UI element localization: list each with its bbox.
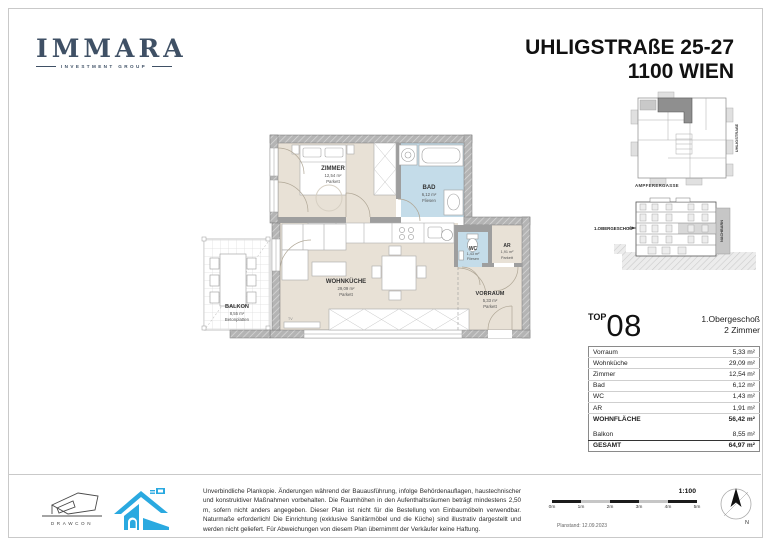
svg-text:1,43 m²: 1,43 m² [466,252,480,256]
page-title [525,36,734,84]
svg-text:6,12 m²: 6,12 m² [421,192,437,197]
svg-text:Parkett: Parkett [339,292,353,297]
label-vorraum: VORRAUM [475,291,505,297]
svg-text:1,91 m²: 1,91 m² [500,250,514,254]
table-row: WC 1,43 m² [589,391,760,402]
table-row: Vorraum 5,33 m² [589,347,760,358]
neighbor-label: NACHBARN [720,220,724,242]
table-row-total: GESAMT 64,97 m² [593,442,755,450]
table-row-balkon: Balkon 8,55 m² [589,429,760,440]
svg-text:5,33 m²: 5,33 m² [482,298,498,303]
floorplan-drawing [196,104,556,356]
unit-floor: 1.Obergeschoß [701,314,760,324]
street-label-bottom: AMPFERERGASSE [635,183,679,188]
footer-divider [9,474,761,475]
dining-table [382,256,416,290]
wardrobe [329,309,469,330]
svg-text:Fliesen: Fliesen [422,198,436,203]
top-label: TOP [588,312,607,322]
sofa [282,224,346,250]
label-balkon: BALKON [225,304,249,310]
site-key-plan [628,90,760,190]
label-wc: WC [468,246,478,252]
unit-type: 2 Zimmer [724,324,760,335]
plan-date: Planstand: 12.09.2023 [557,523,608,529]
table-row: Bad 6,12 m² [589,380,760,391]
house-logo [112,482,174,539]
top-number: 08 [606,308,642,343]
balcony-table-chairs [210,254,256,306]
title-street: UHLIGSTRAßE 25-27 [525,36,734,59]
table-row: Wohnküche 29,09 m² [589,358,760,369]
disclaimer-text: Unverbindliche Plankopie. Änderungen während der Bauausführung, infolge Behördenauflagen, haustechnischer und konstruktiver Maßnahmen vorbehalten. Die Raumhöhen in den Aufenthaltsräumen beträgt mindestens 2,50 m, sofern nicht anders angegeben. Dieser Plan ist nicht für die Bestellung von Einbaumöbeln verwendbar. Naturmaße erforderlich! Die Einrichtung (exklusive Sanitärmöbel und die Küche) sind illustrativ dargestellt und werden nicht geliefert. Für Abweichungen von diesem Plan übernimmt der Verkäufer keine Haftung. [203,488,521,533]
svg-text:Fliesen: Fliesen [466,257,480,261]
compass-n-label: N [745,520,749,526]
table-row-subtotal: WOHNFLÄCHE 56,42 m² [589,414,760,425]
label-wohnkueche: WOHNKÜCHE [325,279,367,285]
drawcon-logo [42,487,106,536]
title-city: 1100 WIEN [627,60,734,84]
svg-text:8,55 m²: 8,55 m² [229,311,245,316]
svg-text:12,54 m²: 12,54 m² [324,173,342,178]
drawcon-label: DRAWCON [50,521,94,526]
immara-logo-tagline: INVESTMENT GROUP [36,64,187,69]
scale-ratio: 1:100 [678,488,696,495]
label-ar: AR [503,243,511,249]
table-row: AR 1,91 m² [589,402,760,413]
arrow-icon [632,227,636,230]
scale-bar-segments [552,500,697,503]
svg-text:Parkett: Parkett [500,256,514,260]
tv-label: TV [288,317,293,321]
immara-logo [36,36,187,69]
street-label-right: UHLIGSTRAßE [734,123,739,153]
scale-bar: 1:100 0m 1m 2m 3m 4m 5m [548,488,701,510]
highlighted-floor [678,223,716,234]
compass-icon [716,484,756,533]
svg-text:Parkett: Parkett [483,304,497,309]
floor-level-label: 1.OBERGESCHOß [594,226,633,231]
unit-info [588,308,760,452]
building-section [592,196,760,274]
immara-logo-text: IMMARA [36,34,187,63]
label-bad: BAD [422,185,436,191]
svg-text:Betonplatten: Betonplatten [224,317,250,322]
svg-text:Parkett: Parkett [326,179,340,184]
svg-text:29,09 m²: 29,09 m² [337,286,355,291]
tv-board [284,322,320,328]
table-row: Zimmer 12,54 m² [589,369,760,380]
label-zimmer: ZIMMER [321,166,345,172]
area-table [588,346,760,452]
